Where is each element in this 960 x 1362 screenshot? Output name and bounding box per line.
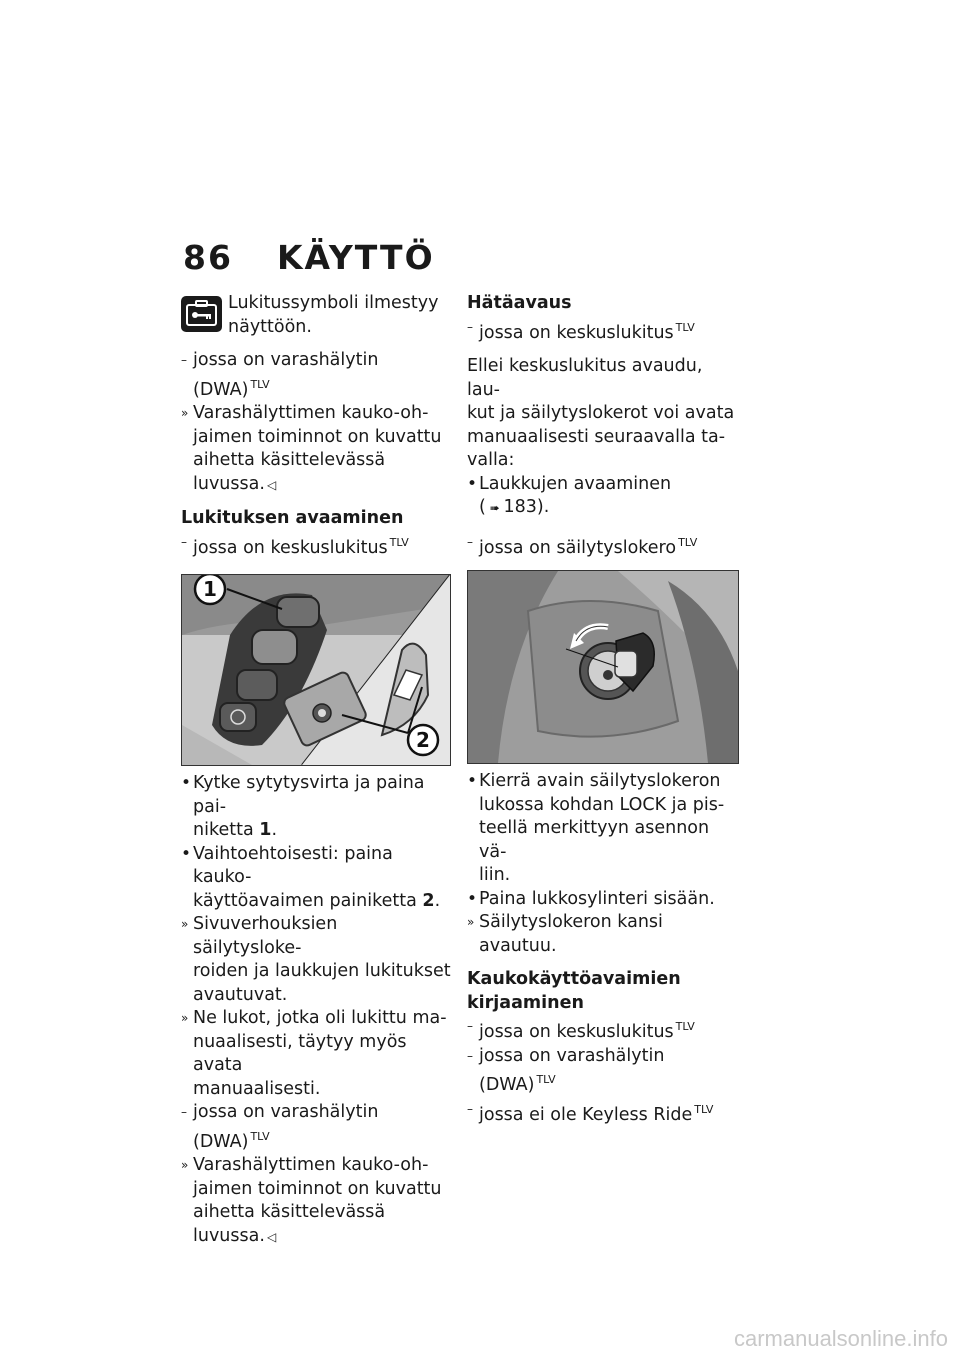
dash-marker: – xyxy=(181,534,187,549)
bullet-marker: • xyxy=(467,771,478,791)
right-column xyxy=(467,292,739,1127)
dash-marker: – xyxy=(181,353,187,367)
tlv-tag: TLV xyxy=(678,535,698,549)
page-title: KÄYTTÖ xyxy=(276,238,435,277)
result-marker: » xyxy=(181,406,189,420)
handlebar-remote-photo xyxy=(181,574,451,766)
storage-lock-photo xyxy=(467,570,739,764)
tlv-tag: TLV xyxy=(675,1020,695,1033)
result-marker: » xyxy=(181,917,189,931)
end-triangle-icon: ◁ xyxy=(266,1229,277,1244)
lock-symbol-icon xyxy=(181,296,222,332)
dash-marker: – xyxy=(467,1101,473,1116)
condition-item: – jossa on keskuslukitus $^{TLV}$ xyxy=(181,531,451,561)
end-triangle-icon: ◁ xyxy=(266,477,277,492)
step-item: • Vaihtoehtoisesti: paina kauko- käyttöavaimen painiketta 2. xyxy=(181,843,441,911)
symbol-text: näyttöön. xyxy=(228,316,312,337)
section-heading: Hätäavaus xyxy=(467,293,572,313)
tlv-tag: TLV xyxy=(250,377,270,391)
tlv-tag: TLV xyxy=(250,1129,270,1143)
result-item: » Säilytyslokeron kansi avautuu. xyxy=(467,912,663,956)
section-heading: Kaukokäyttöavaimien kirjaaminen xyxy=(467,969,681,1013)
bullet-marker: • xyxy=(181,843,192,864)
lock-symbol-note xyxy=(181,292,451,339)
dash-marker: – xyxy=(467,1019,473,1033)
condition-item: – jossa on keskuslukitus $^{TLV}$ xyxy=(467,1015,739,1045)
condition-item: – jossa on varashälytin (DWA) $^{TLV}$ xyxy=(181,1102,379,1152)
callout-1: 1 xyxy=(203,577,217,601)
dash-marker: – xyxy=(467,1048,473,1063)
section-heading: Lukituksen avaaminen xyxy=(181,508,404,528)
result-item: » Varashälyttimen kauko-oh- jaimen toiminnot on kuvattu aihetta käsittelevässä luvussa. ◁ xyxy=(181,1155,442,1246)
symbol-text: Lukitussymboli ilmestyy xyxy=(228,293,439,313)
page-ref-arrow-icon: ➠ xyxy=(485,501,504,515)
dash-marker: – xyxy=(467,319,473,334)
result-marker: » xyxy=(181,1158,189,1172)
condition-item: – jossa ei ole Keyless Ride $^{TLV}$ xyxy=(467,1098,739,1128)
step-item: • Laukkujen avaaminen ( ➠ 183). xyxy=(467,473,672,517)
tlv-tag: TLV xyxy=(389,535,409,549)
step-item: • Paina lukkosylinteri sisään. xyxy=(467,888,739,912)
watermark: carmanualsonline.info xyxy=(733,1326,948,1351)
left-column xyxy=(181,292,451,1249)
page-number: 86 xyxy=(183,238,233,277)
step-item: • Kierrä avain säilytyslokeron lukossa kohdan LOCK ja pis- teellä merkittyyn asennon vä- liin. xyxy=(467,771,725,885)
condition-item: – jossa on keskuslukitus $^{TLV}$ xyxy=(467,316,739,346)
paragraph: Ellei keskuslukitus avaudu, lau- kut ja säilytyslokerot voi avata manuaalisesti seuraavalla ta- valla: xyxy=(467,356,735,470)
result-item: » Ne lukot, jotka oli lukittu ma- nuaalisesti, täytyy myös avata manuaalisesti. xyxy=(181,1008,447,1099)
tlv-tag: TLV xyxy=(694,1102,714,1116)
step-item: • Kytke sytytysvirta ja paina pai- niketta 1. xyxy=(181,773,425,840)
result-marker: » xyxy=(181,1011,189,1025)
bullet-marker: • xyxy=(467,473,478,494)
dash-marker: – xyxy=(467,534,473,549)
bullet-marker: • xyxy=(181,773,192,793)
tlv-tag: TLV xyxy=(536,1073,556,1086)
result-marker: » xyxy=(467,915,475,929)
result-item: » Varashälyttimen kauko-oh- jaimen toiminnot on kuvattu aihetta käsittelevässä luvussa. ◁ xyxy=(181,403,442,494)
page-header xyxy=(183,238,435,277)
condition-item: – jossa on säilytyslokero $^{TLV}$ xyxy=(467,531,739,561)
bullet-marker: • xyxy=(467,888,478,909)
condition-item: – jossa on varashälytin (DWA) $^{TLV}$ xyxy=(467,1045,665,1095)
callout-2: 2 xyxy=(416,728,430,752)
result-item: » Sivuverhouksien säilytysloke- roiden ja laukkujen lukitukset avautuvat. xyxy=(181,914,451,1005)
condition-item: – jossa on varashälytin (DWA) $^{TLV}$ xyxy=(181,350,379,400)
tlv-tag: TLV xyxy=(675,320,695,334)
dash-marker: – xyxy=(181,1105,187,1119)
